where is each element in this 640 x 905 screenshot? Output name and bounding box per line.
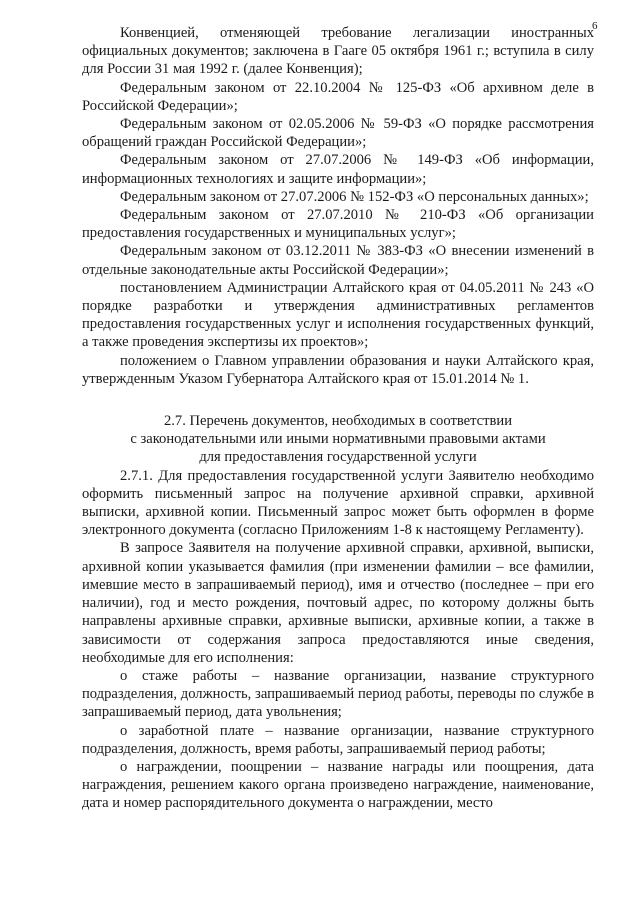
section-paragraph: о стаже работы – название организации, название структурного подразделения, должность, запрашиваемый период работы, переводы по службе в запрашиваемый период, дата увольнения; xyxy=(82,667,594,721)
legal-basis-item: Федеральным законом от 27.07.2006 № 149-ФЗ «Об информации, информационных технологиях и защите информации»; xyxy=(82,152,594,187)
legal-basis-item: Федеральным законом от 02.05.2006 № 59-ФЗ «О порядке рассмотрения обращений граждан Российской Федерации»; xyxy=(82,116,594,151)
document-body xyxy=(82,24,594,813)
section-heading-line: с законодательными или иными нормативными правовыми актами xyxy=(130,431,546,448)
legal-basis-item: Федеральным законом от 03.12.2011 № 383-ФЗ «О внесении изменений в отдельные законодательные акты Российской Федерации»; xyxy=(82,243,594,278)
legal-basis-item: Федеральным законом от 27.07.2010 № 210-ФЗ «Об организации предоставления государственных и муниципальных услуг»; xyxy=(82,207,594,242)
section-paragraph: В запросе Заявителя на получение архивной справки, архивной, выписки, архивной копии указывается фамилия (при изменении фамилии – все фамилии, имевшие место в запрашиваемый период), имя и отчество (последнее – при его наличии), год и место рождения, почтовый адрес, по которому должны быть направлены архивные справки, архивные выписки, архивные копии, а также в зависимости от содержания запроса предоставляются иные сведения, необходимые для его исполнения: xyxy=(82,540,594,666)
section-heading-line: для предоставления государственной услуги xyxy=(199,449,477,466)
legal-basis-item: постановлением Администрации Алтайского края от 04.05.2011 № 243 «О порядке разработки и утверждения административных регламентов предоставления государственных услуг и исполнения государственных функций, а также проведения экспертизы их проектов»; xyxy=(82,279,594,351)
page-number: 6 xyxy=(592,20,598,32)
section-heading-line: 2.7. Перечень документов, необходимых в соответствии xyxy=(163,413,513,430)
section-paragraph: о награждении, поощрении – название награды или поощрения, дата награждения, решением какого органа произведено награждение, наименование, дата и номер распорядительного документа о награждении, место xyxy=(82,758,594,812)
legal-basis-item: Федеральным законом от 27.07.2006 № 152-ФЗ «О персональных данных»; xyxy=(120,188,589,205)
legal-basis-item: Конвенцией, отменяющей требование легализации иностранных официальных документов; заключена в Гааге 05 октября 1961 г.; вступила в силу для России 31 мая 1992 г. (далее Конвенция); xyxy=(82,25,594,78)
legal-basis-item: положением о Главном управлении образования и науки Алтайского края, утвержденным Указом Губернатора Алтайского края от 15.01.2014 № 1. xyxy=(82,352,594,387)
section-paragraph: о заработной плате – название организации, название структурного подразделения, должность, время работы, запрашиваемый период работы; xyxy=(82,722,594,757)
legal-basis-item: Федеральным законом от 22.10.2004 № 125-ФЗ «Об архивном деле в Российской Федерации»; xyxy=(82,79,594,114)
section-paragraph: 2.7.1. Для предоставления государственной услуги Заявителю необходимо оформить письменный запрос на получение архивной справки, архивной выписки, архивной копии. Письменный запрос может быть оформлен в форме электронного документа (согласно Приложениям 1-8 к настоящему Регламенту). xyxy=(82,467,594,539)
